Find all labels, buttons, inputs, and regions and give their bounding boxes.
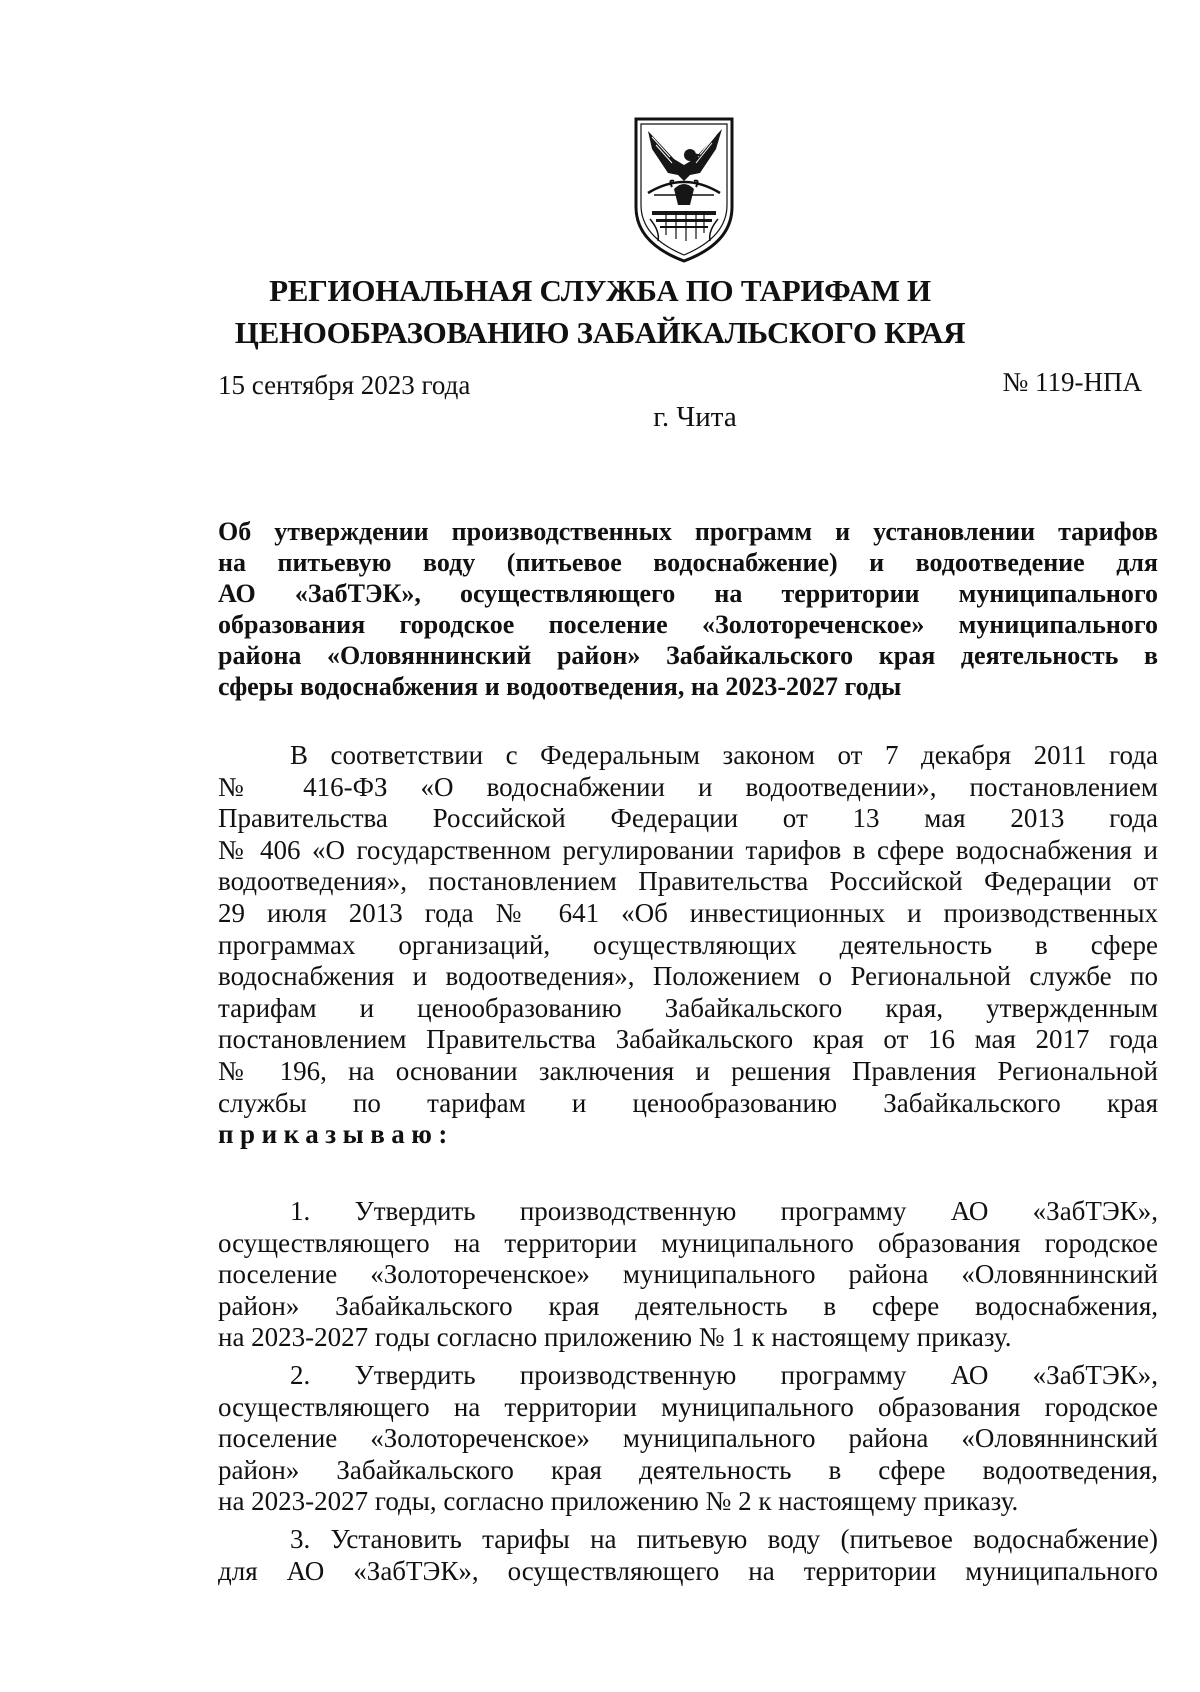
preamble-line: № 416-ФЗ «О водоснабжении и водоотведении», постановлением: [218, 771, 1158, 802]
preamble-line: 29 июля 2013 года № 641 «Об инвестиционных и производственных: [218, 897, 1158, 928]
preamble-line: постановлением Правительства Забайкальского края от 16 мая 2017 года: [218, 1024, 1158, 1055]
preamble-line: Правительства Российской Федерации от 13 мая 2013 года: [218, 803, 1158, 834]
subject-line: АО «ЗабТЭК», осуществляющего на территории муниципального: [218, 579, 1158, 608]
item-line: поселение «Золотореченское» муниципального района «Оловяннинский: [218, 1423, 1158, 1454]
organization-title: [180, 270, 1020, 354]
item-line: 1. Утвердить производственную программу АО «ЗабТЭК»,: [290, 1196, 1158, 1226]
preamble-line: программах организаций, осуществляющих деятельность в сфере: [218, 929, 1158, 960]
preamble-line: № 196, на основании заключения и решения Правления Региональной: [218, 1055, 1158, 1086]
decree-word: приказываю:: [218, 1119, 454, 1150]
coat-of-arms-emblem: [630, 115, 738, 265]
order-item-1: [218, 1196, 1158, 1354]
subject-line: района «Оловяннинский район» Забайкальского края деятельность в: [218, 641, 1158, 670]
item-line: для АО «ЗабТЭК», осуществляющего на территории муниципального: [218, 1555, 1158, 1586]
preamble-paragraph: [218, 740, 1158, 1151]
subject-line: сферы водоснабжения и водоотведения, на 2023-2027 годы: [218, 672, 902, 701]
item-line: на 2023-2027 годы согласно приложению № 1 к настоящему приказу.: [218, 1322, 1012, 1353]
item-line: осуществляющего на территории муниципального образования городское: [218, 1391, 1158, 1422]
subject-line: образования городское поселение «Золотореченское» муниципального: [218, 610, 1158, 639]
item-line: 3. Установить тарифы на питьевую воду (питьевое водоснабжение): [290, 1524, 1158, 1554]
preamble-line: В соответствии с Федеральным законом от 7 декабря 2011 года: [290, 740, 1158, 770]
preamble-line: водоснабжения и водоотведения», Положением о Региональной службе по: [218, 961, 1158, 992]
preamble-line: тарифам и ценообразованию Забайкальского края, утвержденным: [218, 992, 1158, 1023]
preamble-line: № 406 «О государственном регулировании тарифов в сфере водоснабжения и: [218, 834, 1158, 865]
subject-line: Об утверждении производственных программ и установлении тарифов: [218, 517, 1158, 546]
order-item-2: [218, 1360, 1158, 1518]
order-item-3: [218, 1524, 1158, 1587]
document-date: 15 сентября 2023 года: [218, 370, 471, 400]
organization-title-line-1: РЕГИОНАЛЬНАЯ СЛУЖБА ПО ТАРИФАМ И: [269, 273, 931, 308]
item-line: осуществляющего на территории муниципального образования городское: [218, 1227, 1158, 1258]
preamble-line: водоотведения», постановлением Правительства Российской Федерации от: [218, 866, 1158, 897]
subject-line: на питьевую воду (питьевое водоснабжение) и водоотведение для: [218, 548, 1158, 577]
item-line: поселение «Золотореченское» муниципального района «Оловяннинский: [218, 1259, 1158, 1290]
item-line: район» Забайкальского края деятельность в сфере водоснабжения,: [218, 1290, 1158, 1321]
item-line: 2. Утвердить производственную программу АО «ЗабТЭК»,: [290, 1360, 1158, 1390]
item-line: на 2023-2027 годы, согласно приложению № 2 к настоящему приказу.: [218, 1486, 1019, 1517]
preamble-line: службы по тарифам и ценообразованию Забайкальского края: [218, 1087, 1158, 1118]
document-city: г. Чита: [653, 401, 737, 433]
item-line: район» Забайкальского края деятельность в сфере водоотведения,: [218, 1454, 1158, 1485]
document-number: № 119-НПА: [1002, 367, 1142, 397]
organization-title-line-2: ЦЕНООБРАЗОВАНИЮ ЗАБАЙКАЛЬСКОГО КРАЯ: [234, 315, 966, 350]
document-subject: [218, 516, 1158, 702]
